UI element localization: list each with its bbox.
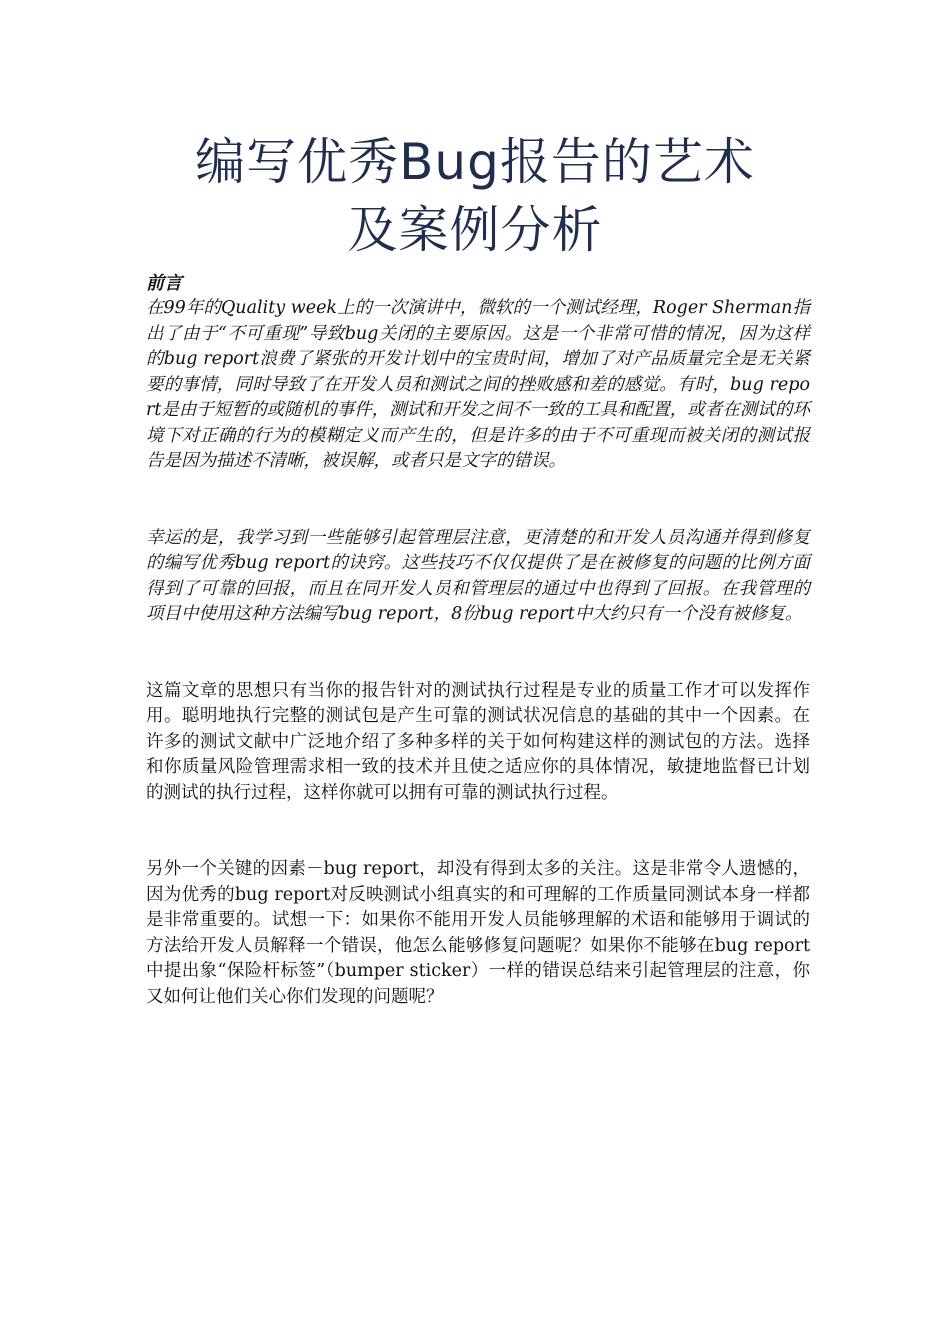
paragraph-1: 在99年的Quality week上的一次演讲中，微软的一个测试经理，Roger Sherman指出了由于“不可重现”导致bug关闭的主要原因。这是一个非常可惜的情况，因为这样的bug report浪费了紧张的开发计划中的宝贵时间，增加了对产品质量完全是无关紧要的事情，同时导致了在开发人员和测试之间的挫败感和差的感觉。有时，bug report是由于短暂的或随机的事件，测试和开发之间不一致的工具和配置，或者在测试的环境下对正确的行为的模糊定义而产生的，但是许多的由于不可重现而被关闭的测试报告是因为描述不清晰，被误解，或者只是文字的错误。 bbox=[146, 298, 810, 471]
title-line-2: 及案例分析 bbox=[347, 201, 603, 259]
document-body bbox=[146, 272, 810, 1010]
paragraph-3: 这篇文章的思想只有当你的报告针对的测试执行过程是专业的质量工作才可以发挥作用。聪明地执行完整的测试包是产生可靠的测试状况信息的基础的其中一个因素。在许多的测试文献中广泛地介绍了多种多样的关于如何构建这样的测试包的方法。选择和你质量风险管理需求相一致的技术并且使之适应你的具体情况，敏捷地监督已计划的测试的执行过程，这样你就可以拥有可靠的测试执行过程。 bbox=[146, 680, 810, 803]
title-line-1: 编写优秀Bug报告的艺术 bbox=[195, 133, 755, 191]
preface-heading: 前言 bbox=[146, 273, 182, 294]
paragraph-4: 另外一个关键的因素－bug report，却没有得到太多的关注。这是非常令人遗憾的，因为优秀的bug report对反映测试小组真实的和可理解的工作质量同测试本身一样都是非常重要的。试想一下：如果你不能用开发人员能够理解的术语和能够用于调试的方法给开发人员解释一个错误，他怎么能够修复问题呢？如果你不能够在bug report中提出象“保险杆标签”（bumper sticker）一样的错误总结来引起管理层的注意，你又如何让他们关心你们发现的问题呢？ bbox=[146, 859, 810, 1007]
document-title bbox=[120, 128, 830, 264]
paragraph-2: 幸运的是，我学习到一些能够引起管理层注意，更清楚的和开发人员沟通并得到修复的编写优秀bug report的诀窍。这些技巧不仅仅提供了是在被修复的问题的比例方面得到了可靠的回报，而且在同开发人员和管理层的通过中也得到了回报。在我管理的项目中使用这种方法编写bug report，8份bug report中大约只有一个没有被修复。 bbox=[146, 527, 810, 624]
